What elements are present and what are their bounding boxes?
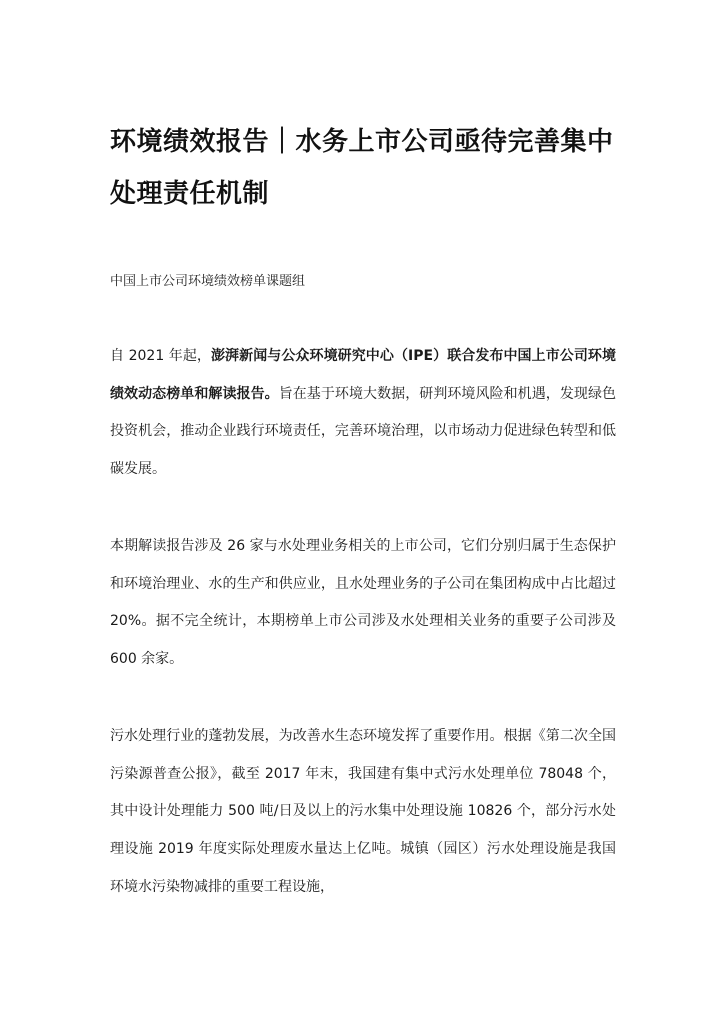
paragraph-scope: 本期解读报告涉及 26 家与水处理业务相关的上市公司，它们分别归属于生态保护和环境治理业、水的生产和供应业，且水处理业务的子公司在集团构成中占比超过 20%。据不完全统计，本期榜单上市公司涉及水处理相关业务的重要子公司涉及 600 余家。	[110, 538, 616, 668]
article-byline: 中国上市公司环境绩效榜单课题组	[110, 274, 306, 289]
paragraph-intro	[110, 338, 616, 489]
article-title: 环境绩效报告｜水务上市公司亟待完善集中处理责任机制	[110, 127, 614, 209]
paragraph-intro-bold: 澎湃新闻与公众环境研究中心（IPE）联合发布中国上市公司环境绩效动态榜单和解读报告。	[110, 348, 616, 402]
paragraph-intro-lead: 自 2021 年起，	[110, 348, 211, 364]
paragraph-industry: 污水处理行业的蓬勃发展，为改善水生态环境发挥了重要作用。根据《第二次全国污染源普查公报》，截至 2017 年末，我国建有集中式污水处理单位 78048 个，其中设计处理能力 500 吨/日及以上的污水集中处理设施 10826 个，部分污水处理设施 2019 年度实际处理废水量达上亿吨。城镇（园区）污水处理设施是我国环境水污染物减排的重要工程设施，	[110, 728, 616, 895]
paragraph-intro-rest: 旨在基于环境大数据，研判环境风险和机遇，发现绿色投资机会，推动企业践行环境责任，完善环境治理，以市场动力促进绿色转型和低碳发展。	[110, 385, 617, 478]
